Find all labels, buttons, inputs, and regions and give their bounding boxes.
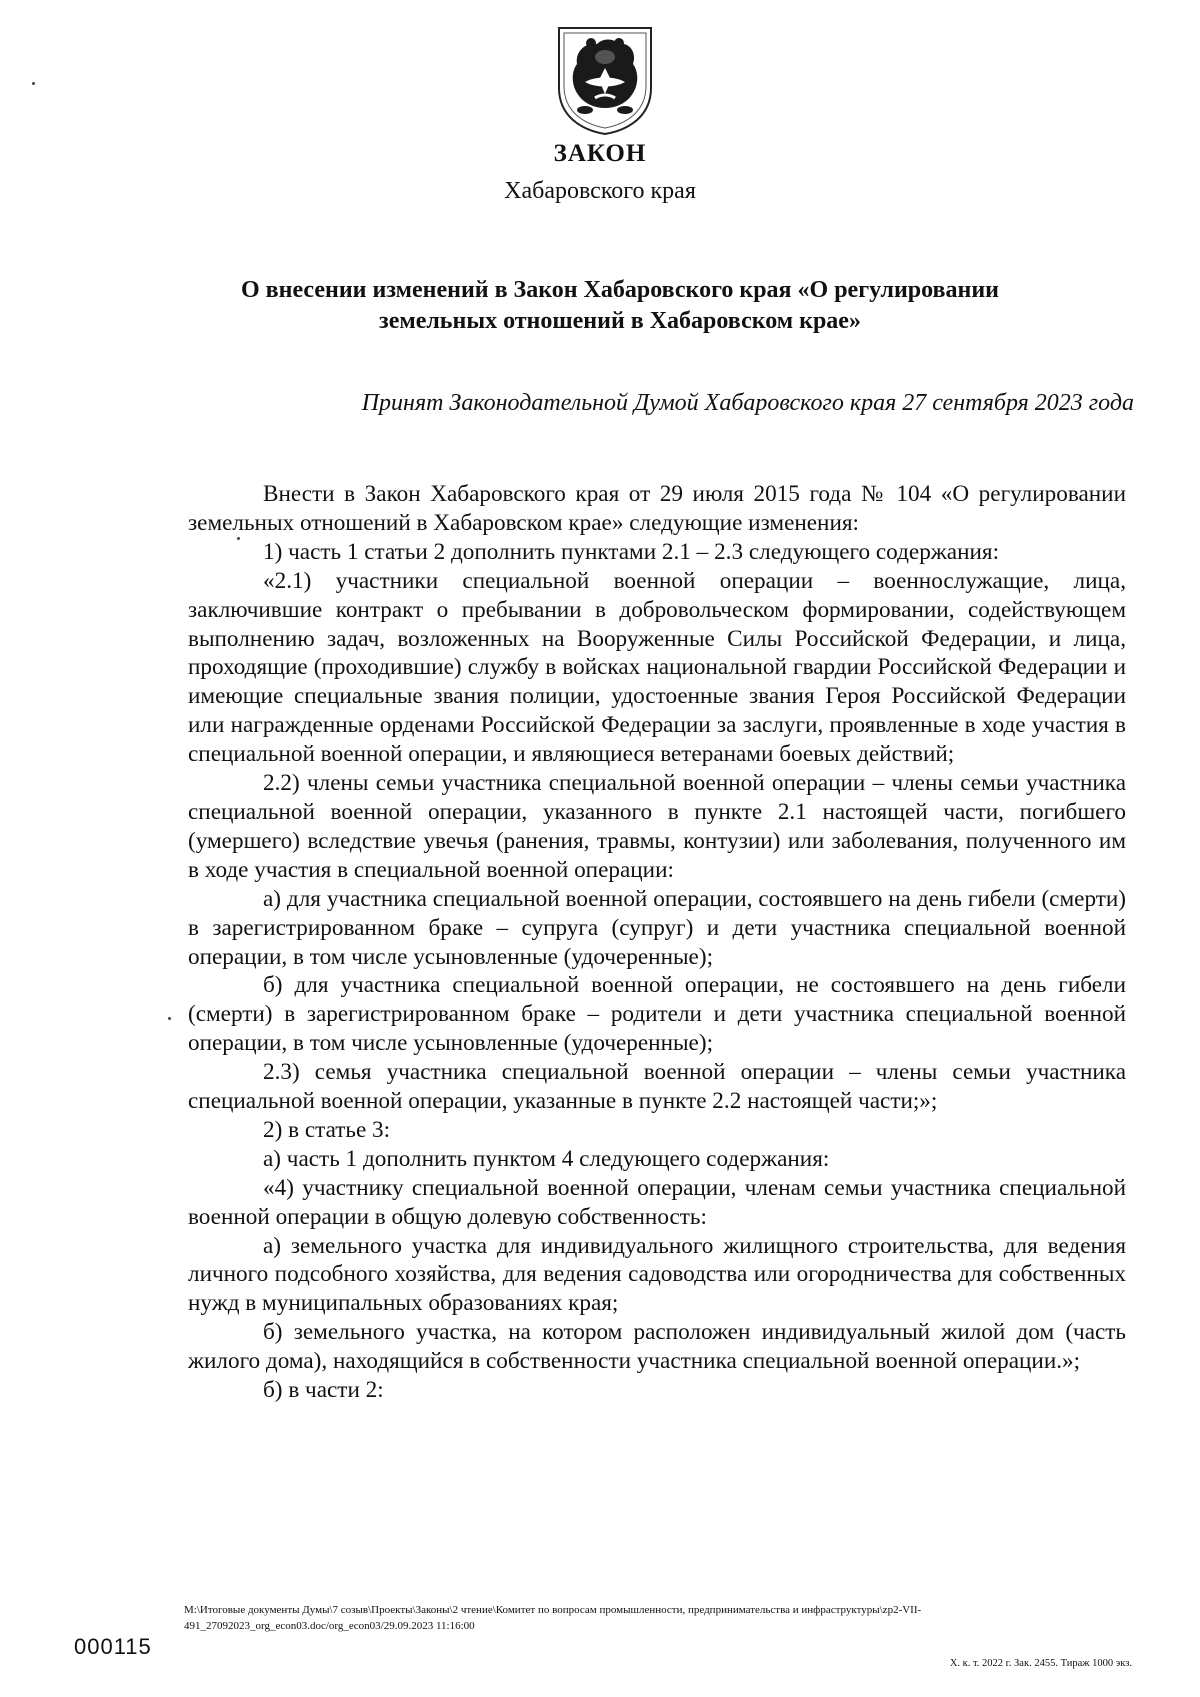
- document-title-line-1: О внесении изменений в Закон Хабаровского края «О регулировании: [241, 277, 999, 303]
- document-type: ЗАКОН: [553, 140, 647, 167]
- document-title: [220, 275, 1020, 337]
- body-paragraph: «2.1) участники специальной военной операции – военнослужащие, лица, заключившие контракт о пребывании в добровольческом формировании, содействующем выполнению задач, возложенных на Вооруженные Силы Российской Федерации, и лица, проходящие (проходившие) службу в войсках национальной гвардии Российской Федерации и имеющие специальные звания полиции, удостоенные звания Героя Российской Федерации или награжденные орденами Российской Федерации за заслуги, проявленные в ходе участия в специальной военной операции, и являющиеся ветеранами боевых действий;: [188, 567, 1126, 768]
- body-paragraph: б) земельного участка, на котором расположен индивидуальный жилой дом (часть жилого дома), находящийся в собственности участника специальной военной операции.»;: [188, 1319, 1126, 1375]
- scan-speck: [237, 537, 240, 540]
- document-title-line-2: земельных отношений в Хабаровском крае»: [379, 308, 861, 334]
- body-paragraph: а) земельного участка для индивидуального жилищного строительства, для ведения личного подсобного хозяйства, для ведения садоводства или огородничества для собственных нужд в муниципальных образованиях края;: [188, 1232, 1126, 1317]
- body-paragraph: 1) часть 1 статьи 2 дополнить пунктами 2.1 – 2.3 следующего содержания:: [263, 538, 1000, 565]
- body-paragraph: Внести в Закон Хабаровского края от 29 июля 2015 года № 104 «О регулировании земельных отношений в Хабаровском крае» следующие изменения:: [188, 481, 1126, 536]
- footer-print-info: Х. к. т. 2022 г. Зак. 2455. Тираж 1000 экз.: [949, 1658, 1132, 1669]
- body-paragraph: 2.3) семья участника специальной военной операции – члены семьи участника специальной военной операции, указанные в пункте 2.2 настоящей части;»;: [188, 1059, 1126, 1115]
- body-paragraph: «4) участнику специальной военной операции, членам семьи участника специальной военной операции в общую долевую собственность:: [188, 1174, 1126, 1230]
- body-paragraph: 2.2) члены семьи участника специальной военной операции – члены семьи участника специальной военной операции, указанного в пункте 2.1 настоящей части, погибшего (умершего) вследствие увечья (ранения, травмы, контузии) или заболевания, полученного им в ходе участия в специальной военной операции:: [188, 770, 1126, 883]
- body-paragraph: а) для участника специальной военной операции, состоявшего на день гибели (смерти) в зарегистрированном браке – супруга (супруг) и дети участника специальной военной операции, в том числе усыновленные (удочеренные);: [188, 885, 1126, 970]
- adoption-note: Принят Законодательной Думой Хабаровского края 27 сентября 2023 года: [361, 390, 1134, 416]
- scan-speck: [168, 1017, 171, 1020]
- footer-page-number: 000115: [74, 1634, 152, 1659]
- footer-file-path: M:\Итоговые документы Думы\7 созыв\Проекты\Законы\2 чтение\Комитет по вопросам промышленности, предпринимательства и инфраструктуры\zp2-VII-491_27092023_org_econ03.doc/org_econ03/29.09.2023 11:16:00: [184, 1604, 922, 1632]
- body-paragraph: а) часть 1 дополнить пунктом 4 следующего содержания:: [263, 1145, 830, 1172]
- body-paragraph: б) в части 2:: [263, 1377, 384, 1404]
- scan-speck: [32, 82, 35, 85]
- document-body: [188, 480, 1126, 1405]
- khabarovsk-coat-of-arms-icon: [555, 24, 655, 136]
- body-paragraph: 2) в статье 3:: [263, 1116, 391, 1143]
- document-region: Хабаровского края: [504, 178, 696, 204]
- body-paragraph: б) для участника специальной военной операции, не состоявшего на день гибели (смерти) в зарегистрированном браке – родители и дети участника специальной военной операции, в том числе усыновленные (удочеренные);: [188, 972, 1126, 1057]
